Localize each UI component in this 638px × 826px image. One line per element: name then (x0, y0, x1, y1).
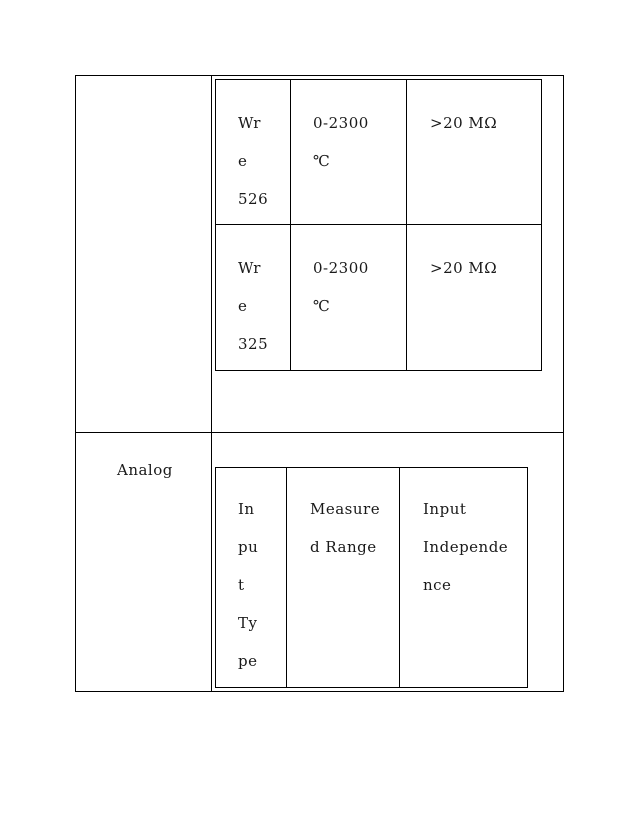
sensor-type-line: e (238, 297, 248, 315)
sensor-range-line: ℃ (313, 297, 331, 315)
header-text-line: Independe (423, 538, 509, 556)
sensor-type-line: 325 (238, 335, 269, 353)
header-text-line: pu (238, 538, 259, 556)
header-text-line: d Range (310, 538, 377, 556)
header-input-type (238, 490, 258, 680)
sensor-range-cell (313, 249, 369, 325)
outer-border-right (563, 75, 564, 692)
header-input-independence (423, 490, 508, 604)
header-text-line: pe (238, 652, 258, 670)
sensor-type-line: Wr (238, 259, 261, 277)
sensor-range-line: 0-2300 (313, 114, 369, 132)
analog-header-col-divider-2 (399, 467, 400, 688)
sensor-type-line: e (238, 152, 248, 170)
header-text-line: Ty (238, 614, 258, 632)
sensor-type-line: Wr (238, 114, 261, 132)
header-text-line: nce (423, 576, 452, 594)
header-text-line: Input (423, 500, 467, 518)
sensor-range-line: ℃ (313, 152, 331, 170)
outer-border-bottom (75, 691, 564, 692)
outer-row-divider (75, 432, 564, 433)
sensor-range-line: 0-2300 (313, 259, 369, 277)
sensor-impedance: >20 MΩ (430, 114, 498, 132)
header-text-line: In (238, 500, 255, 518)
outer-column-divider (211, 75, 212, 692)
outer-border-left (75, 75, 76, 692)
sensor-table-col-divider-2 (406, 79, 407, 371)
header-text-line: Measure (310, 500, 381, 518)
sensor-table-col-divider-1 (290, 79, 291, 371)
sensor-range-cell (313, 104, 369, 180)
sensor-impedance: >20 MΩ (430, 259, 498, 277)
row-label-analog: Analog (117, 461, 173, 479)
analog-header-col-divider-1 (286, 467, 287, 688)
header-measured-range (310, 490, 380, 566)
outer-border-top (75, 75, 564, 76)
sensor-table-row-divider (215, 224, 542, 225)
sensor-type-line: 526 (238, 190, 269, 208)
sensor-type-cell (238, 104, 268, 218)
header-text-line: t (238, 576, 245, 594)
sensor-type-cell (238, 249, 268, 363)
